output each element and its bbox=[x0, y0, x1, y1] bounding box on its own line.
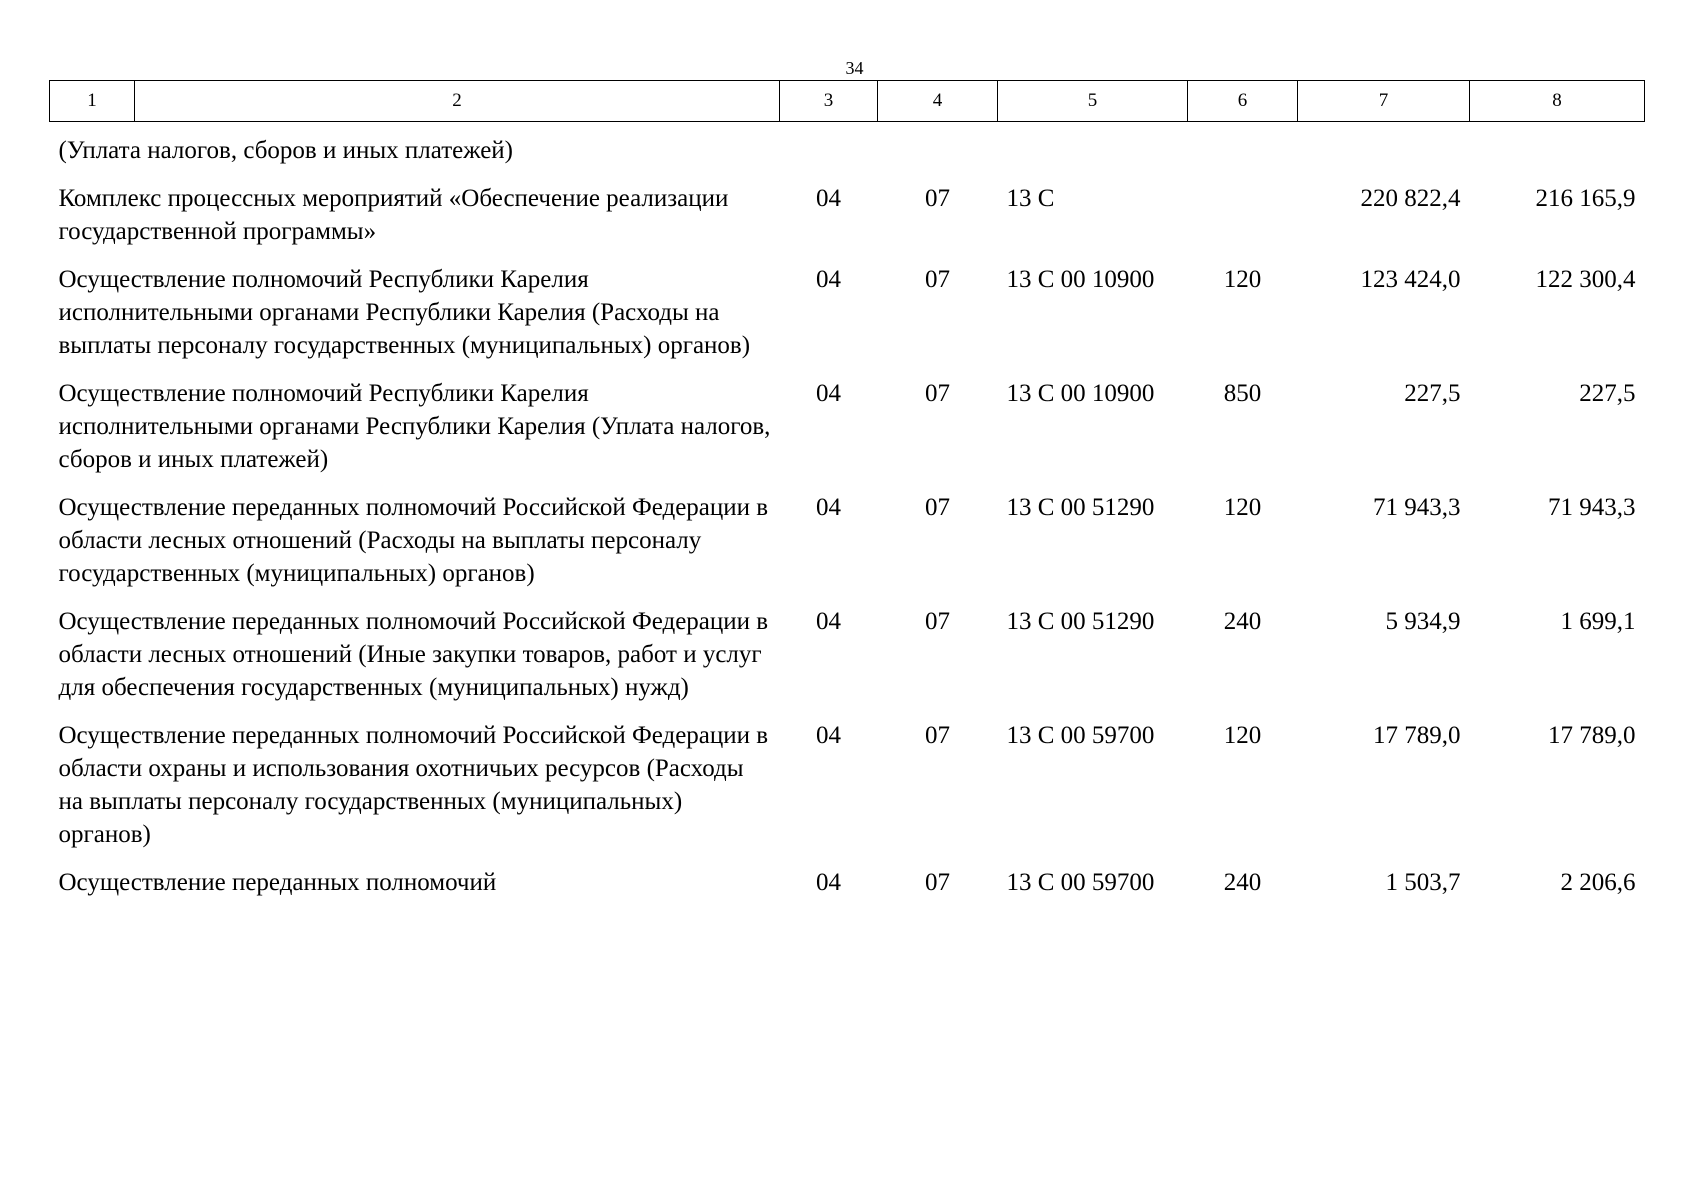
row-col-7: 220 822,4 bbox=[1360, 185, 1461, 212]
row-col-6 bbox=[1188, 122, 1298, 183]
row-col-7: 71 943,3 bbox=[1373, 494, 1461, 521]
table-row bbox=[50, 719, 1645, 866]
row-col-4: 07 bbox=[925, 869, 950, 896]
row-col-5: 13 С 00 10900 bbox=[1006, 380, 1155, 407]
row-col-3: 04 bbox=[816, 722, 841, 749]
row-name: Осуществление полномочий Республики Карелия исполнительными органами Республики Карелия (Расходы на выплаты персоналу государственных (муниципальных) органов) bbox=[58, 266, 751, 359]
row-col-3: 04 bbox=[816, 608, 841, 635]
row-col-3: 04 bbox=[816, 185, 841, 212]
table-row bbox=[50, 122, 1645, 183]
row-col-6: 240 bbox=[1223, 608, 1262, 635]
header-col-6: 6 bbox=[1188, 81, 1298, 122]
row-col-8: 17 789,0 bbox=[1548, 722, 1636, 749]
row-name: Осуществление переданных полномочий Российской Федерации в области охраны и использования охотничьих ресурсов (Расходы на выплаты персоналу государственных (муниципальных) органов) bbox=[58, 722, 769, 848]
row-col-4 bbox=[878, 122, 998, 183]
row-col-3 bbox=[780, 122, 878, 183]
row-col-5 bbox=[998, 122, 1188, 183]
row-col-5: 13 С 00 10900 bbox=[1006, 266, 1155, 293]
row-col-6: 120 bbox=[1223, 722, 1262, 749]
header-col-1: 1 bbox=[50, 81, 135, 122]
row-col-8: 71 943,3 bbox=[1548, 494, 1636, 521]
row-col-5: 13 С 00 59700 bbox=[1006, 722, 1155, 749]
table-row bbox=[50, 263, 1645, 377]
row-col-5: 13 С bbox=[1006, 185, 1055, 212]
row-col-4: 07 bbox=[925, 608, 950, 635]
row-name: Осуществление переданных полномочий Российской Федерации в области лесных отношений (Расходы на выплаты персоналу государственных (муниципальных) органов) bbox=[58, 494, 769, 587]
row-col-3: 04 bbox=[816, 494, 841, 521]
header-col-2: 2 bbox=[135, 81, 780, 122]
header-col-7: 7 bbox=[1298, 81, 1470, 122]
row-col-7 bbox=[1298, 122, 1470, 183]
row-name: Осуществление полномочий Республики Карелия исполнительными органами Республики Карелия (Уплата налогов, сборов и иных платежей) bbox=[58, 380, 771, 473]
row-name: Осуществление переданных полномочий Российской Федерации в области лесных отношений (Иные закупки товаров, работ и услуг для обеспечения государственных (муниципальных) нужд) bbox=[58, 608, 769, 701]
row-col-5: 13 С 00 51290 bbox=[1006, 608, 1155, 635]
row-col-7: 1 503,7 bbox=[1385, 869, 1461, 896]
header-col-4: 4 bbox=[878, 81, 998, 122]
table-row bbox=[50, 605, 1645, 719]
budget-table bbox=[49, 80, 1645, 914]
row-col-4: 07 bbox=[925, 185, 950, 212]
table-row bbox=[50, 866, 1645, 914]
row-col-7: 17 789,0 bbox=[1373, 722, 1461, 749]
row-col-6: 120 bbox=[1223, 494, 1262, 521]
row-name: Осуществление переданных полномочий bbox=[58, 869, 497, 896]
row-col-8: 227,5 bbox=[1579, 380, 1636, 407]
row-col-8 bbox=[1470, 122, 1645, 183]
row-col-6: 240 bbox=[1223, 869, 1262, 896]
header-col-3: 3 bbox=[780, 81, 878, 122]
row-col-4: 07 bbox=[925, 722, 950, 749]
row-col-7: 5 934,9 bbox=[1385, 608, 1461, 635]
header-row bbox=[50, 81, 1645, 122]
row-col-7: 227,5 bbox=[1404, 380, 1461, 407]
page-number: 34 bbox=[845, 58, 864, 78]
row-col-6: 120 bbox=[1223, 266, 1262, 293]
row-col-4: 07 bbox=[925, 266, 950, 293]
row-col-7: 123 424,0 bbox=[1360, 266, 1461, 293]
row-col-8: 122 300,4 bbox=[1535, 266, 1636, 293]
row-col-4: 07 bbox=[925, 494, 950, 521]
row-col-3: 04 bbox=[816, 869, 841, 896]
row-col-3: 04 bbox=[816, 380, 841, 407]
table-row bbox=[50, 491, 1645, 605]
row-col-8: 216 165,9 bbox=[1535, 185, 1636, 212]
row-col-6: 850 bbox=[1223, 380, 1262, 407]
row-col-4: 07 bbox=[925, 380, 950, 407]
row-name: (Уплата налогов, сборов и иных платежей) bbox=[58, 137, 513, 164]
row-col-5: 13 С 00 59700 bbox=[1006, 869, 1155, 896]
header-col-5: 5 bbox=[998, 81, 1188, 122]
row-col-3: 04 bbox=[816, 266, 841, 293]
table-row bbox=[50, 377, 1645, 491]
row-name: Комплекс процессных мероприятий «Обеспечение реализации государственной программы» bbox=[58, 185, 729, 245]
header-col-8: 8 bbox=[1470, 81, 1645, 122]
table-row bbox=[50, 182, 1645, 263]
row-col-5: 13 С 00 51290 bbox=[1006, 494, 1155, 521]
row-col-6 bbox=[1188, 182, 1298, 263]
row-col-8: 2 206,6 bbox=[1560, 869, 1636, 896]
row-col-8: 1 699,1 bbox=[1560, 608, 1636, 635]
